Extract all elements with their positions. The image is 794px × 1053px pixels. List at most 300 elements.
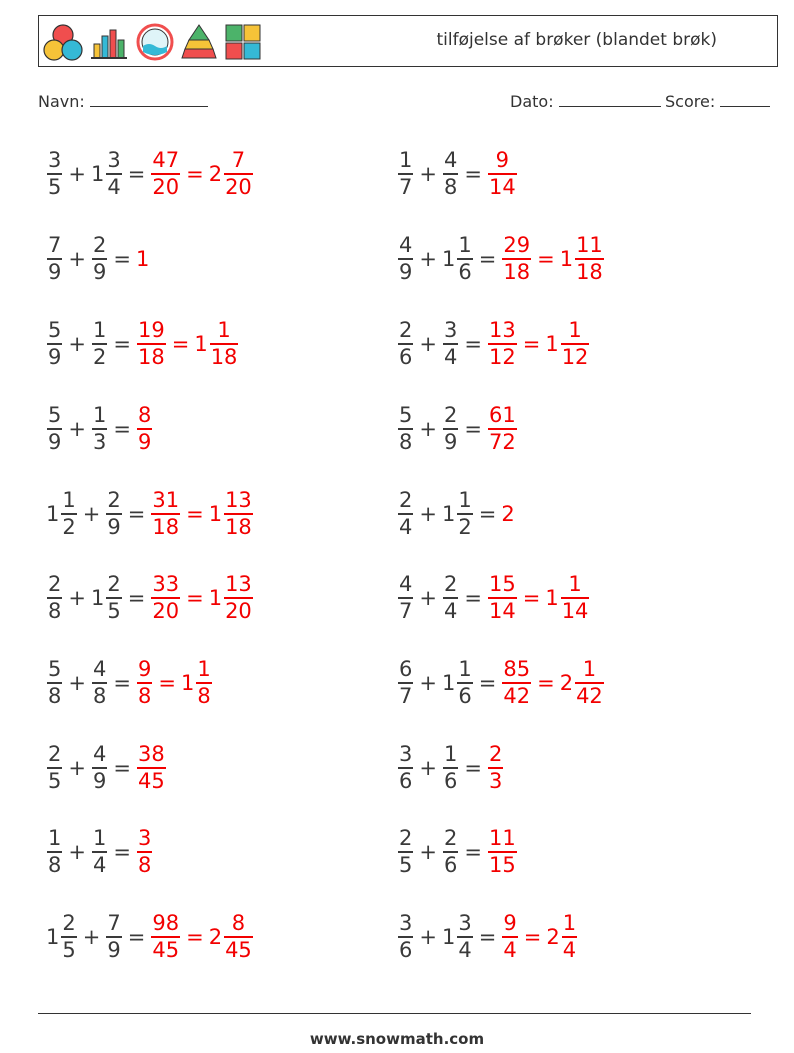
denominator: 14 bbox=[488, 174, 516, 199]
fraction bbox=[47, 744, 62, 792]
denominator: 9 bbox=[443, 429, 458, 454]
addend-a bbox=[46, 828, 63, 876]
denominator: 4 bbox=[562, 937, 577, 962]
puzzle-icon bbox=[223, 22, 263, 62]
denominator: 9 bbox=[137, 429, 152, 454]
plus-sign: + bbox=[419, 417, 437, 441]
denominator: 45 bbox=[225, 937, 252, 962]
denominator: 8 bbox=[48, 852, 62, 877]
addend-b bbox=[91, 828, 108, 876]
fraction bbox=[47, 574, 62, 622]
equals-sign: = bbox=[464, 756, 482, 780]
addend-b bbox=[91, 744, 108, 792]
numerator: 5 bbox=[399, 403, 413, 428]
denominator: 45 bbox=[137, 768, 165, 793]
numerator: 15 bbox=[488, 572, 516, 597]
answer bbox=[487, 405, 518, 453]
plus-sign: + bbox=[68, 162, 86, 186]
denominator: 5 bbox=[107, 598, 121, 623]
whole-number: 1 bbox=[441, 502, 456, 526]
fraction bbox=[457, 490, 472, 538]
numerator: 29 bbox=[503, 233, 531, 258]
addend-a bbox=[397, 913, 414, 961]
numerator: 2 bbox=[399, 318, 413, 343]
fraction bbox=[210, 320, 239, 368]
problem-18 bbox=[397, 822, 518, 882]
fraction bbox=[502, 913, 517, 961]
whole-number: 1 bbox=[135, 247, 150, 271]
plus-sign: + bbox=[419, 162, 437, 186]
numerator: 7 bbox=[231, 148, 246, 173]
problem-17 bbox=[46, 822, 153, 882]
equals-sign: = bbox=[464, 332, 482, 356]
denominator: 4 bbox=[443, 344, 458, 369]
problem-1 bbox=[46, 144, 254, 204]
equals-sign: = bbox=[127, 502, 146, 526]
denominator: 9 bbox=[48, 429, 62, 454]
whole-number: 1 bbox=[441, 247, 456, 271]
plus-sign: + bbox=[419, 756, 437, 780]
problem-3 bbox=[46, 229, 150, 289]
problem-12 bbox=[397, 568, 590, 628]
plus-sign: + bbox=[419, 502, 437, 526]
denominator: 18 bbox=[137, 344, 165, 369]
fraction bbox=[47, 320, 62, 368]
addend-a bbox=[46, 235, 63, 283]
answer bbox=[545, 574, 590, 622]
fraction bbox=[106, 574, 121, 622]
plus-sign: + bbox=[82, 502, 101, 526]
answer bbox=[501, 659, 532, 707]
addend-a bbox=[397, 744, 414, 792]
fraction bbox=[488, 150, 517, 198]
numerator: 1 bbox=[443, 742, 458, 767]
addend-b bbox=[442, 150, 459, 198]
plus-sign: + bbox=[68, 840, 86, 864]
numerator: 8 bbox=[137, 403, 152, 428]
numerator: 9 bbox=[137, 657, 152, 682]
numerator: 1 bbox=[458, 233, 472, 258]
addend-a bbox=[397, 320, 414, 368]
fraction bbox=[47, 235, 62, 283]
plus-sign: + bbox=[68, 332, 86, 356]
answer bbox=[136, 405, 153, 453]
denominator: 9 bbox=[92, 259, 107, 284]
fraction bbox=[398, 913, 413, 961]
numerator: 8 bbox=[231, 911, 246, 936]
fraction bbox=[398, 659, 413, 707]
answer bbox=[150, 150, 181, 198]
numerator: 1 bbox=[568, 318, 582, 343]
numerator: 47 bbox=[152, 148, 180, 173]
numerator: 1 bbox=[568, 572, 582, 597]
addend-a bbox=[46, 150, 63, 198]
numerator: 2 bbox=[48, 742, 62, 767]
equals-sign: = bbox=[113, 840, 131, 864]
denominator: 3 bbox=[488, 768, 503, 793]
whole-number: 1 bbox=[90, 586, 105, 610]
numerator: 1 bbox=[48, 826, 62, 851]
fraction bbox=[443, 828, 458, 876]
fraction bbox=[502, 659, 531, 707]
answer bbox=[136, 247, 150, 271]
equals-sign: = bbox=[464, 840, 482, 864]
problem-9 bbox=[46, 484, 254, 544]
numerator: 11 bbox=[488, 826, 516, 851]
problem-15 bbox=[46, 738, 167, 798]
addend-a bbox=[46, 405, 63, 453]
numerator: 2 bbox=[62, 911, 76, 936]
addend-a bbox=[397, 405, 414, 453]
denominator: 72 bbox=[488, 429, 516, 454]
denominator: 5 bbox=[48, 768, 62, 793]
numerator: 1 bbox=[399, 148, 413, 173]
fraction bbox=[398, 405, 413, 453]
problem-6 bbox=[397, 314, 590, 374]
plus-sign: + bbox=[68, 586, 86, 610]
addend-b bbox=[91, 235, 108, 283]
addend-b bbox=[442, 235, 474, 283]
fraction bbox=[137, 320, 166, 368]
fraction bbox=[575, 659, 604, 707]
fraction bbox=[92, 405, 107, 453]
fraction bbox=[398, 744, 413, 792]
numerator: 3 bbox=[48, 148, 62, 173]
addend-b bbox=[91, 405, 108, 453]
problem-2 bbox=[397, 144, 518, 204]
whole-number: 1 bbox=[545, 332, 559, 356]
numerator: 3 bbox=[107, 148, 121, 173]
denominator: 7 bbox=[399, 174, 413, 199]
fraction bbox=[443, 150, 458, 198]
fraction bbox=[92, 828, 107, 876]
numerator: 2 bbox=[443, 572, 458, 597]
equals-sign: = bbox=[186, 162, 204, 186]
numerator: 38 bbox=[137, 742, 165, 767]
header-icons bbox=[43, 20, 263, 64]
addend-b bbox=[442, 828, 459, 876]
denominator: 20 bbox=[225, 598, 252, 623]
fraction bbox=[92, 744, 107, 792]
plus-sign: + bbox=[82, 925, 101, 949]
problem-20 bbox=[397, 907, 578, 967]
date-blank[interactable] bbox=[559, 92, 661, 107]
numerator: 4 bbox=[92, 657, 107, 682]
name-field bbox=[38, 92, 208, 111]
addend-a bbox=[397, 490, 414, 538]
fraction bbox=[562, 913, 577, 961]
numerator: 3 bbox=[137, 826, 152, 851]
addend-b bbox=[442, 574, 459, 622]
fraction bbox=[224, 490, 253, 538]
fraction bbox=[137, 659, 152, 707]
denominator: 6 bbox=[399, 937, 413, 962]
equals-sign: = bbox=[537, 671, 555, 695]
answer bbox=[501, 913, 518, 961]
whole-number: 1 bbox=[90, 162, 105, 186]
denominator: 8 bbox=[443, 174, 458, 199]
problem-11 bbox=[46, 568, 254, 628]
numerator: 2 bbox=[399, 826, 413, 851]
whole-number: 2 bbox=[559, 671, 574, 695]
equals-sign: = bbox=[171, 332, 190, 356]
equals-sign: = bbox=[478, 247, 497, 271]
addend-a bbox=[397, 659, 414, 707]
numerator: 2 bbox=[443, 826, 458, 851]
fraction bbox=[502, 235, 531, 283]
problem-7 bbox=[46, 399, 153, 459]
answer bbox=[487, 320, 518, 368]
answer bbox=[209, 150, 254, 198]
addend-b bbox=[91, 574, 123, 622]
numerator: 13 bbox=[225, 572, 252, 597]
equals-sign: = bbox=[522, 586, 541, 610]
denominator: 42 bbox=[576, 683, 603, 708]
numerator: 2 bbox=[488, 742, 503, 767]
plus-sign: + bbox=[419, 332, 437, 356]
score-field bbox=[665, 92, 770, 111]
answer bbox=[487, 744, 504, 792]
denominator: 5 bbox=[48, 174, 62, 199]
addend-a bbox=[397, 828, 414, 876]
denominator: 2 bbox=[62, 514, 76, 539]
denominator: 8 bbox=[48, 598, 62, 623]
worksheet-title: tilføjelse af brøker (blandet brøk) bbox=[436, 30, 717, 50]
plus-sign: + bbox=[68, 756, 86, 780]
answer bbox=[136, 744, 167, 792]
equals-sign: = bbox=[186, 502, 204, 526]
denominator: 9 bbox=[107, 937, 121, 962]
denominator: 2 bbox=[458, 514, 472, 539]
fraction bbox=[137, 744, 166, 792]
date-field bbox=[510, 92, 661, 111]
denominator: 6 bbox=[443, 852, 458, 877]
numerator: 85 bbox=[503, 657, 531, 682]
answer bbox=[487, 828, 518, 876]
plus-sign: + bbox=[68, 417, 86, 441]
fraction bbox=[398, 320, 413, 368]
date-label: Dato: bbox=[510, 92, 554, 111]
numerator: 13 bbox=[488, 318, 516, 343]
footer-divider bbox=[38, 1013, 751, 1014]
denominator: 8 bbox=[399, 429, 413, 454]
fraction bbox=[575, 235, 604, 283]
addend-a bbox=[397, 150, 414, 198]
addend-a bbox=[46, 574, 63, 622]
denominator: 14 bbox=[488, 598, 516, 623]
fraction bbox=[151, 490, 180, 538]
denominator: 8 bbox=[137, 683, 152, 708]
numerator: 6 bbox=[399, 657, 413, 682]
denominator: 5 bbox=[62, 937, 76, 962]
addend-a bbox=[46, 659, 63, 707]
fraction bbox=[398, 828, 413, 876]
addend-a bbox=[46, 490, 78, 538]
numerator: 33 bbox=[152, 572, 180, 597]
whole-number: 1 bbox=[441, 925, 456, 949]
fraction bbox=[443, 744, 458, 792]
whole-number: 1 bbox=[545, 586, 559, 610]
numerator: 2 bbox=[399, 488, 413, 513]
fraction bbox=[151, 913, 180, 961]
plus-sign: + bbox=[419, 925, 437, 949]
denominator: 12 bbox=[488, 344, 516, 369]
numerator: 9 bbox=[503, 911, 517, 936]
fraction bbox=[488, 574, 517, 622]
answer bbox=[501, 235, 532, 283]
numerator: 13 bbox=[225, 488, 252, 513]
denominator: 20 bbox=[152, 598, 180, 623]
denominator: 9 bbox=[48, 344, 62, 369]
addend-b bbox=[442, 913, 474, 961]
denominator: 18 bbox=[503, 259, 531, 284]
whole-number: 1 bbox=[559, 247, 574, 271]
problem-5 bbox=[46, 314, 239, 374]
denominator: 4 bbox=[92, 852, 107, 877]
fraction bbox=[106, 150, 121, 198]
equals-sign: = bbox=[478, 925, 497, 949]
answer bbox=[150, 490, 181, 538]
equals-sign: = bbox=[478, 671, 497, 695]
numerator: 1 bbox=[62, 488, 76, 513]
equals-sign: = bbox=[158, 671, 176, 695]
answer bbox=[194, 320, 239, 368]
fraction bbox=[398, 574, 413, 622]
equals-sign: = bbox=[113, 671, 131, 695]
equals-sign: = bbox=[478, 502, 497, 526]
equals-sign: = bbox=[127, 586, 146, 610]
answer bbox=[136, 828, 153, 876]
fraction bbox=[106, 490, 121, 538]
problem-14 bbox=[397, 653, 605, 713]
whole-number: 1 bbox=[194, 332, 208, 356]
denominator: 4 bbox=[107, 174, 121, 199]
answer bbox=[209, 490, 254, 538]
answer bbox=[546, 913, 578, 961]
name-blank[interactable] bbox=[90, 92, 208, 107]
denominator: 6 bbox=[399, 768, 413, 793]
fraction bbox=[457, 659, 472, 707]
numerator: 5 bbox=[48, 403, 62, 428]
fraction bbox=[561, 574, 590, 622]
denominator: 9 bbox=[107, 514, 121, 539]
numerator: 7 bbox=[107, 911, 121, 936]
pyramid-icon bbox=[181, 22, 217, 62]
equals-sign: = bbox=[127, 925, 146, 949]
denominator: 45 bbox=[152, 937, 180, 962]
fraction bbox=[137, 828, 152, 876]
addend-a bbox=[46, 913, 78, 961]
equals-sign: = bbox=[113, 332, 131, 356]
fraction bbox=[47, 150, 62, 198]
numerator: 98 bbox=[152, 911, 180, 936]
whole-number: 2 bbox=[208, 925, 223, 949]
fraction bbox=[398, 150, 413, 198]
score-blank[interactable] bbox=[720, 92, 770, 107]
addend-a bbox=[46, 320, 63, 368]
answer bbox=[560, 659, 605, 707]
numerator: 1 bbox=[562, 911, 577, 936]
fraction bbox=[151, 574, 180, 622]
numerator: 3 bbox=[399, 742, 413, 767]
numerator: 1 bbox=[458, 657, 472, 682]
fraction bbox=[92, 659, 107, 707]
numbered-circles-icon bbox=[43, 22, 83, 62]
equals-sign: = bbox=[522, 332, 541, 356]
numerator: 4 bbox=[399, 233, 413, 258]
denominator: 20 bbox=[152, 174, 180, 199]
plus-sign: + bbox=[419, 840, 437, 864]
numerator: 1 bbox=[197, 657, 211, 682]
numerator: 1 bbox=[217, 318, 231, 343]
addend-b bbox=[442, 659, 474, 707]
denominator: 14 bbox=[561, 598, 589, 623]
plus-sign: + bbox=[68, 671, 86, 695]
numerator: 19 bbox=[137, 318, 165, 343]
fraction bbox=[457, 235, 472, 283]
fraction bbox=[137, 405, 152, 453]
whole-number: 1 bbox=[46, 502, 60, 526]
answer bbox=[545, 320, 590, 368]
numerator: 2 bbox=[48, 572, 62, 597]
fraction bbox=[47, 405, 62, 453]
addend-b bbox=[442, 320, 459, 368]
percent-gauge-icon bbox=[135, 22, 175, 62]
problem-8 bbox=[397, 399, 518, 459]
equals-sign: = bbox=[186, 925, 204, 949]
denominator: 18 bbox=[210, 344, 238, 369]
numerator: 1 bbox=[582, 657, 597, 682]
denominator: 6 bbox=[399, 344, 413, 369]
whole-number: 1 bbox=[208, 502, 223, 526]
problem-10 bbox=[397, 484, 516, 544]
addend-b bbox=[91, 150, 123, 198]
equals-sign: = bbox=[127, 162, 146, 186]
score-label: Score: bbox=[665, 92, 716, 111]
answer bbox=[150, 574, 181, 622]
answer bbox=[136, 659, 153, 707]
problem-19 bbox=[46, 907, 254, 967]
fraction bbox=[196, 659, 211, 707]
fraction bbox=[61, 490, 76, 538]
answer bbox=[487, 150, 518, 198]
addend-b bbox=[442, 405, 459, 453]
equals-sign: = bbox=[464, 417, 482, 441]
denominator: 2 bbox=[92, 344, 107, 369]
addend-a bbox=[397, 235, 414, 283]
answer bbox=[136, 320, 167, 368]
footer-site: www.snowmath.com bbox=[309, 1030, 485, 1048]
denominator: 18 bbox=[225, 514, 252, 539]
fraction bbox=[151, 150, 180, 198]
problem-4 bbox=[397, 229, 605, 289]
fraction bbox=[488, 744, 503, 792]
numerator: 4 bbox=[399, 572, 413, 597]
whole-number: 2 bbox=[208, 162, 223, 186]
whole-number: 2 bbox=[501, 502, 515, 526]
numerator: 1 bbox=[92, 826, 107, 851]
fraction bbox=[457, 913, 472, 961]
denominator: 5 bbox=[399, 852, 413, 877]
numerator: 2 bbox=[107, 488, 121, 513]
denominator: 18 bbox=[576, 259, 603, 284]
numerator: 61 bbox=[488, 403, 516, 428]
denominator: 6 bbox=[458, 259, 472, 284]
denominator: 4 bbox=[458, 937, 472, 962]
denominator: 18 bbox=[152, 514, 180, 539]
fraction bbox=[398, 490, 413, 538]
denominator: 6 bbox=[458, 683, 472, 708]
